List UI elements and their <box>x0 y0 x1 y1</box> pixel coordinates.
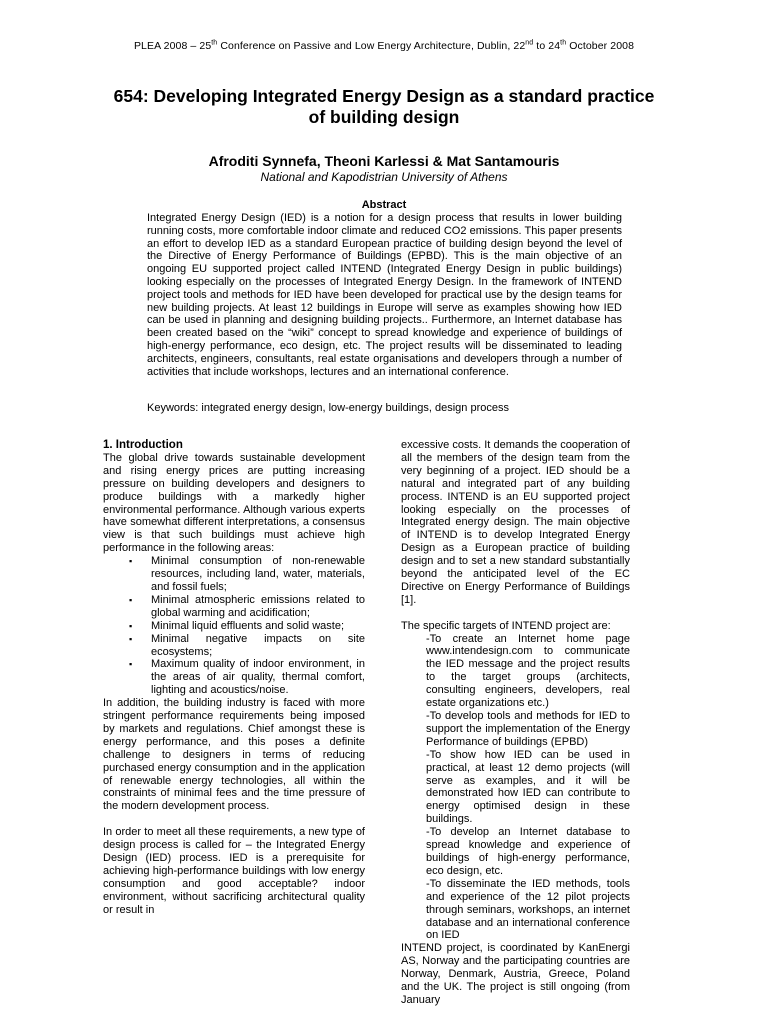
list-item: ▪ Minimal atmospheric emissions related to global warming and acidification; <box>129 593 365 619</box>
keywords: Keywords: integrated energy design, low-energy buildings, design process <box>147 402 509 414</box>
intro-paragraph-1: The global drive towards sustainable development and rising energy prices are putting increasing pressure on building developers and designers to produce buildings with a markedly higher environmental performance. Although various experts have somewhat different interpretations, a consensus view is that such buildings must achieve high performance in the following areas: <box>103 451 365 555</box>
bullet-square-icon: ▪ <box>129 556 133 567</box>
list-item: ▪ Minimal negative impacts on site ecosystems; <box>129 632 365 658</box>
performance-areas-list <box>103 555 365 697</box>
bullet-square-icon: ▪ <box>129 659 133 670</box>
bullet-square-icon: ▪ <box>129 594 133 605</box>
paragraph-gap <box>103 813 365 826</box>
running-header: PLEA 2008 – 25th Conference on Passive and Low Energy Architecture, Dublin, 22nd to 24th October 2008 <box>133 39 635 52</box>
paper-affiliation: National and Kapodistrian University of Athens <box>260 170 508 184</box>
list-item: ▪ Minimal consumption of non-renewable resources, including land, water, materials, and fossil fuels; <box>129 555 365 593</box>
bullet-square-icon: ▪ <box>129 620 133 631</box>
abstract-heading: Abstract <box>361 199 407 211</box>
intro-paragraph-2: In addition, the building industry is faced with more stringent performance requirements being imposed by markets and regulations. Chief amongst these is energy performance, and this poses a definite challenge to designers in terms of reducing purchased energy consumption and in the application of renewable energy technologies, all within the constraints of minimal fees and the time pressure of the modern development process. <box>103 697 365 813</box>
abstract-body: Integrated Energy Design (IED) is a notion for a design process that results in lower building running costs, more comfortable indoor climate and reduced CO2 emissions. This paper presents an effort to develop IED as a standard European practice of building design beyond the level of the Directive of Energy Performance of Buildings (EPBD). This is the main objective of an ongoing EU supported project called INTEND (Integrated Energy Design in public buildings) looking especially on the processes of Integrated Energy Design. In the framework of INTEND project tools and methods for IED have been developed for practical use by the design teams for new building projects. At least 12 buildings in Europe will serve as examples showing how IED can be used in planning and designing building projects.. Furthermore, an Internet database has been created based on the “wiki” concept to spread knowledge and experience of buildings of high-energy performance, eco design, etc. The project results will be disseminated to leading architects, engineers, consultants, real estate organisations and developers through a number of activities that include workshops, lectures and an international conference. <box>147 212 622 378</box>
target-item: -To create an Internet home page www.intendesign.com to communicate the IED message and the project results to the target groups (architects, consulting engineers, developers, real estate organizations etc.) <box>426 632 630 710</box>
left-column <box>103 439 365 917</box>
intro-paragraph-3: In order to meet all these requirements, a new type of design process is called for – the Integrated Energy Design (IED) process. IED is a prerequisite for achieving high-performance buildings with low energy consumption and good acceptable? indoor environment, without sacrificing architectural quality or result in <box>103 826 365 916</box>
paper-title: 654: Developing Integrated Energy Design as a standard practice of building design <box>113 86 655 127</box>
list-item: ▪ Minimal liquid effluents and solid waste; <box>129 619 345 632</box>
section-heading-introduction: 1. Introduction <box>103 439 183 451</box>
paragraph-gap <box>401 607 630 620</box>
bullet-square-icon: ▪ <box>129 633 133 644</box>
targets-intro: The specific targets of INTEND project are: <box>401 619 611 632</box>
target-item: -To disseminate the IED methods, tools and experience of the 12 pilot projects through seminars, workshops, an internet database and an international conference on IED <box>426 877 630 942</box>
target-item: -To show how IED can be used in practical, at least 12 demo projects (will serve as examples, and it will be demonstrated how IED can contribute to energy optimised design in these buildings. <box>426 748 630 826</box>
list-item: ▪ Maximum quality of indoor environment, in the areas of air quality, thermal comfort, lighting and acoustics/noise. <box>129 658 365 697</box>
intro-paragraph-5: INTEND project, is coordinated by KanEnergi AS, Norway and the participating countries are Norway, Denmark, Austria, Greece, Poland and the UK. The project is still ongoing (from January <box>401 942 630 1006</box>
target-item: -To develop an Internet database to spread knowledge and experience of buildings of high-energy performance, eco design, etc. <box>426 826 630 877</box>
paper-authors: Afroditi Synnefa, Theoni Karlessi & Mat Santamouris <box>208 153 560 169</box>
intro-paragraph-4: excessive costs. It demands the cooperation of all the members of the design team from the very beginning of a project. IED should be a natural and integrated part of any building process. INTEND is an EU supported project looking especially on the processes of Integrated energy design. The main objective of INTEND is to develop Integrated Energy Design as a European practice of building design and to set a new standard substantially beyond the anticipated level of the EC Directive on Energy Performance of Buildings [1]. <box>401 439 630 606</box>
target-item: -To develop tools and methods for IED to support the implementation of the Energy Performance of buildings (EPBD) <box>426 710 630 748</box>
right-column <box>401 439 630 1007</box>
